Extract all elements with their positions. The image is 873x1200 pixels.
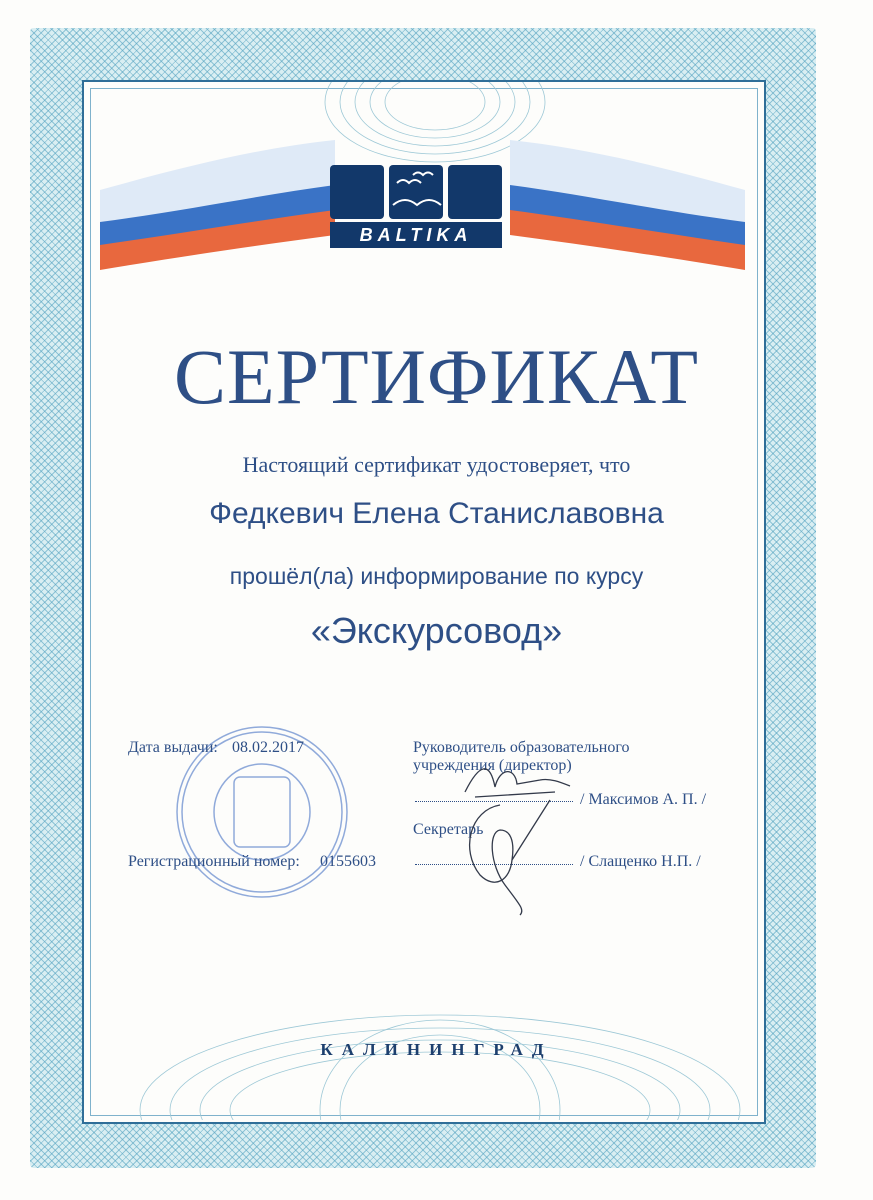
certify-line: Настоящий сертификат удостоверяет, что bbox=[242, 452, 631, 477]
brand-logo: BALTIKA bbox=[330, 222, 502, 248]
certificate-title: СЕРТИФИКАТ bbox=[173, 333, 700, 420]
logo-tile-left bbox=[330, 165, 384, 219]
reg-number-label: Регистрационный номер: bbox=[128, 853, 300, 870]
secretary-title: Секретарь bbox=[413, 821, 484, 838]
secretary-signature bbox=[440, 790, 570, 920]
date-label: Дата выдачи: bbox=[128, 739, 218, 756]
seagull-icon bbox=[389, 165, 443, 219]
director-title-line1: Руководитель образовательного bbox=[413, 739, 630, 756]
reg-number-value: 0155603 bbox=[320, 853, 376, 870]
course-line: прошёл(ла) информирование по курсу bbox=[229, 563, 644, 589]
recipient-name: Федкевич Елена Станиславовна bbox=[209, 497, 664, 530]
director-name: / Максимов А. П. / bbox=[580, 791, 707, 808]
city-footer: КАЛИНИНГРАД bbox=[320, 1040, 553, 1059]
secretary-name: / Слащенко Н.П. / bbox=[580, 853, 701, 870]
logo-tile-right bbox=[448, 165, 502, 219]
course-name: «Экскурсовод» bbox=[310, 610, 563, 651]
date-value: 08.02.2017 bbox=[232, 739, 304, 756]
director-title-line2: учреждения (директор) bbox=[413, 757, 572, 774]
logo-tile-center bbox=[389, 165, 443, 219]
